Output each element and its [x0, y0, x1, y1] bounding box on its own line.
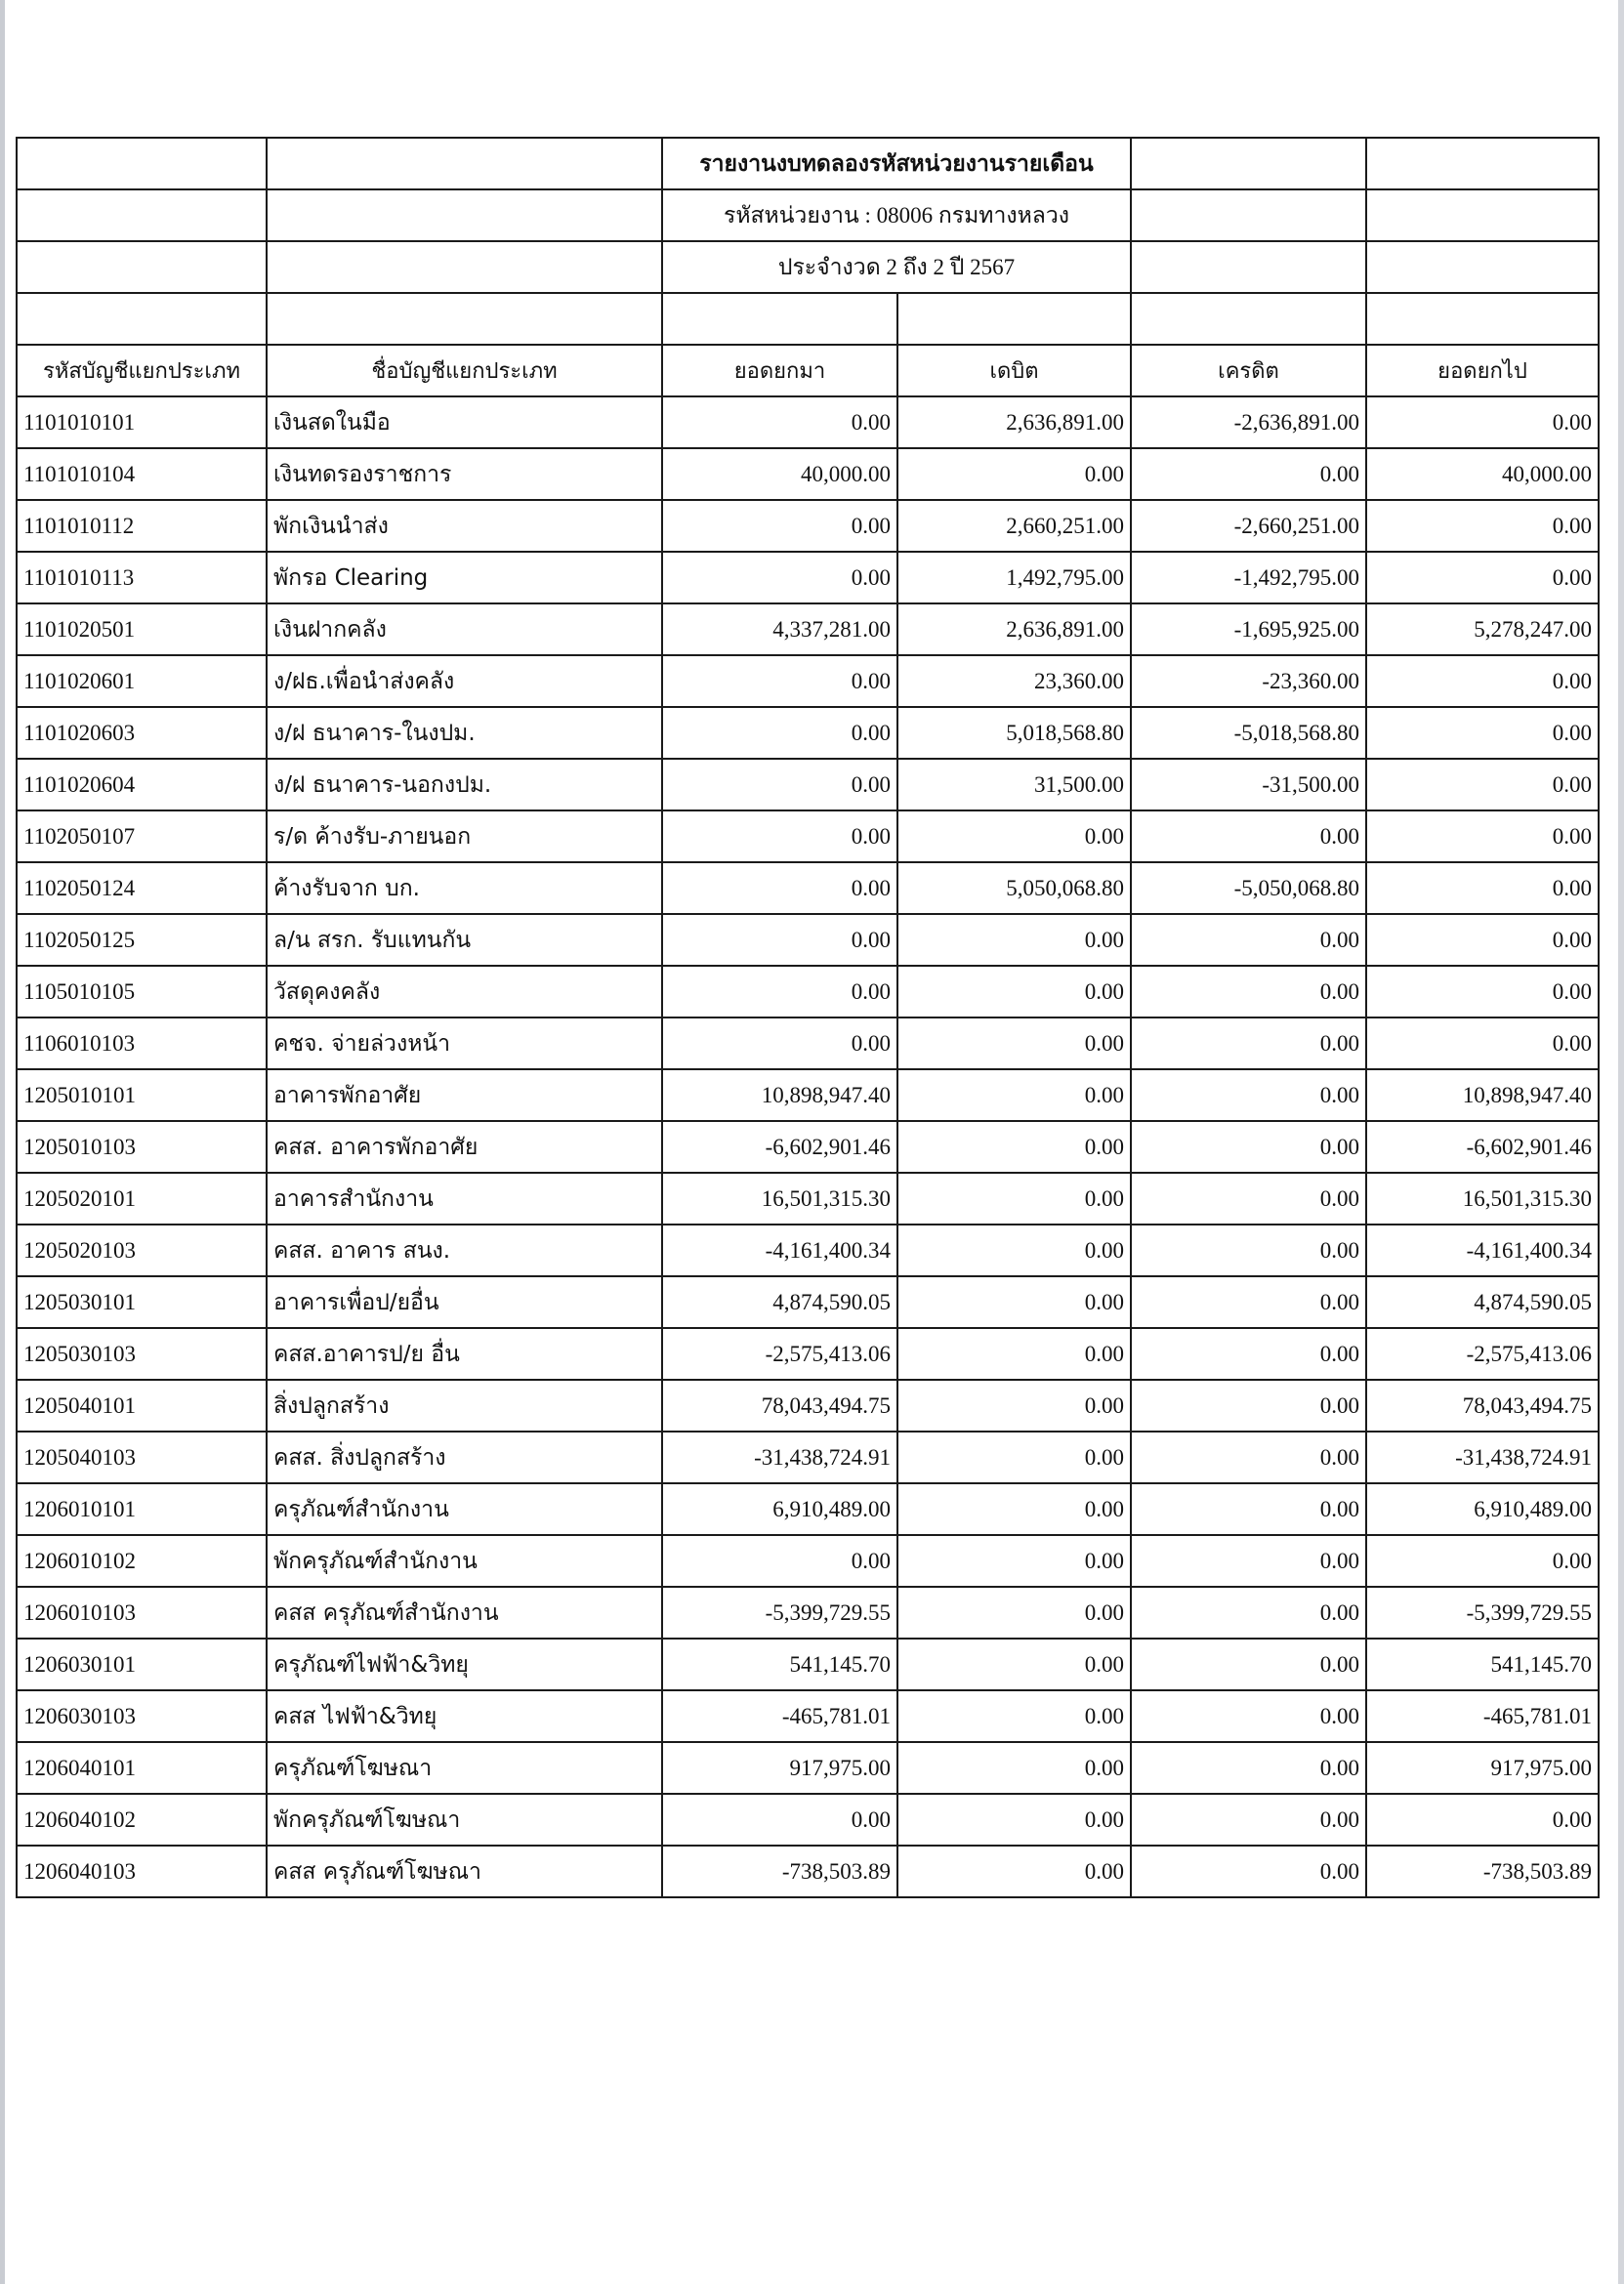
- table-row: [17, 1846, 1599, 1897]
- account-name-cell: ล/น สรก. รับแทนกัน: [267, 914, 662, 966]
- account-code-cell: 1206010101: [17, 1483, 267, 1535]
- account-code-cell: 1101010101: [17, 396, 267, 448]
- debit-cell: 0.00: [897, 1276, 1131, 1328]
- debit-cell: 0.00: [897, 1225, 1131, 1276]
- credit-cell: 0.00: [1131, 1846, 1366, 1897]
- account-code-cell: 1205040103: [17, 1432, 267, 1483]
- account-code-cell: 1206040101: [17, 1742, 267, 1794]
- account-code-cell: 1206010102: [17, 1535, 267, 1587]
- debit-cell: 1,492,795.00: [897, 552, 1131, 603]
- brought-forward-cell: 917,975.00: [662, 1742, 897, 1794]
- account-code-cell: 1205010103: [17, 1121, 267, 1173]
- account-name-cell: คสส. อาคารพักอาศัย: [267, 1121, 662, 1173]
- brought-forward-cell: 4,874,590.05: [662, 1276, 897, 1328]
- brought-forward-cell: 0.00: [662, 759, 897, 810]
- brought-forward-cell: -6,602,901.46: [662, 1121, 897, 1173]
- table-row: [17, 810, 1599, 862]
- account-name-cell: เงินทดรองราชการ: [267, 448, 662, 500]
- debit-cell: 0.00: [897, 1432, 1131, 1483]
- carried-forward-cell: 0.00: [1366, 1794, 1599, 1846]
- debit-cell: 0.00: [897, 1535, 1131, 1587]
- brought-forward-cell: 0.00: [662, 552, 897, 603]
- credit-cell: 0.00: [1131, 1380, 1366, 1432]
- table-row: [17, 396, 1599, 448]
- account-name-cell: ค้างรับจาก บก.: [267, 862, 662, 914]
- account-name-cell: คสส ไฟฟ้า&วิทยุ: [267, 1690, 662, 1742]
- credit-cell: 0.00: [1131, 1794, 1366, 1846]
- carried-forward-cell: -5,399,729.55: [1366, 1587, 1599, 1639]
- account-name-cell: ง/ฝธ.เพื่อนำส่งคลัง: [267, 655, 662, 707]
- debit-cell: 5,018,568.80: [897, 707, 1131, 759]
- page-edge-right: [1618, 0, 1624, 2284]
- brought-forward-cell: 0.00: [662, 810, 897, 862]
- account-name-cell: พักรอ Clearing: [267, 552, 662, 603]
- carried-forward-cell: 0.00: [1366, 966, 1599, 1017]
- brought-forward-cell: 40,000.00: [662, 448, 897, 500]
- account-code-cell: 1101010112: [17, 500, 267, 552]
- account-code-cell: 1101020603: [17, 707, 267, 759]
- debit-cell: 2,636,891.00: [897, 396, 1131, 448]
- debit-cell: 0.00: [897, 1483, 1131, 1535]
- account-code-cell: 1102050125: [17, 914, 267, 966]
- credit-cell: 0.00: [1131, 1328, 1366, 1380]
- carried-forward-cell: 0.00: [1366, 707, 1599, 759]
- table-row: [17, 759, 1599, 810]
- debit-cell: 0.00: [897, 1173, 1131, 1225]
- report-title-row: [17, 138, 1599, 189]
- debit-cell: 0.00: [897, 448, 1131, 500]
- unit-line: รหัสหน่วยงาน : 08006 กรมทางหลวง: [662, 189, 1131, 241]
- table-row: [17, 914, 1599, 966]
- table-row: [17, 603, 1599, 655]
- col-header-code: รหัสบัญชีแยกประเภท: [17, 345, 267, 396]
- account-name-cell: ครุภัณฑ์ไฟฟ้า&วิทยุ: [267, 1639, 662, 1690]
- table-row: [17, 1794, 1599, 1846]
- debit-cell: 0.00: [897, 1121, 1131, 1173]
- carried-forward-cell: -4,161,400.34: [1366, 1225, 1599, 1276]
- debit-cell: 5,050,068.80: [897, 862, 1131, 914]
- credit-cell: 0.00: [1131, 1173, 1366, 1225]
- account-name-cell: วัสดุคงคลัง: [267, 966, 662, 1017]
- credit-cell: 0.00: [1131, 448, 1366, 500]
- debit-cell: 0.00: [897, 1380, 1131, 1432]
- account-code-cell: 1206040103: [17, 1846, 267, 1897]
- table-row: [17, 1276, 1599, 1328]
- carried-forward-cell: -465,781.01: [1366, 1690, 1599, 1742]
- carried-forward-cell: 0.00: [1366, 552, 1599, 603]
- account-code-cell: 1106010103: [17, 1017, 267, 1069]
- account-code-cell: 1205020101: [17, 1173, 267, 1225]
- brought-forward-cell: -4,161,400.34: [662, 1225, 897, 1276]
- account-code-cell: 1205020103: [17, 1225, 267, 1276]
- brought-forward-cell: 78,043,494.75: [662, 1380, 897, 1432]
- credit-cell: -1,695,925.00: [1131, 603, 1366, 655]
- debit-cell: 2,636,891.00: [897, 603, 1131, 655]
- carried-forward-cell: -2,575,413.06: [1366, 1328, 1599, 1380]
- period-line: ประจำงวด 2 ถึง 2 ปี 2567: [662, 241, 1131, 293]
- account-code-cell: 1206030101: [17, 1639, 267, 1690]
- account-code-cell: 1206030103: [17, 1690, 267, 1742]
- brought-forward-cell: 0.00: [662, 1535, 897, 1587]
- carried-forward-cell: 0.00: [1366, 914, 1599, 966]
- debit-cell: 2,660,251.00: [897, 500, 1131, 552]
- account-code-cell: 1206040102: [17, 1794, 267, 1846]
- table-row: [17, 1483, 1599, 1535]
- account-name-cell: อาคารสำนักงาน: [267, 1173, 662, 1225]
- account-name-cell: เงินฝากคลัง: [267, 603, 662, 655]
- table-row: [17, 1328, 1599, 1380]
- credit-cell: 0.00: [1131, 1742, 1366, 1794]
- carried-forward-cell: 40,000.00: [1366, 448, 1599, 500]
- carried-forward-cell: 0.00: [1366, 810, 1599, 862]
- carried-forward-cell: 5,278,247.00: [1366, 603, 1599, 655]
- carried-forward-cell: 917,975.00: [1366, 1742, 1599, 1794]
- account-code-cell: 1205010101: [17, 1069, 267, 1121]
- debit-cell: 0.00: [897, 1017, 1131, 1069]
- debit-cell: 0.00: [897, 966, 1131, 1017]
- brought-forward-cell: 0.00: [662, 914, 897, 966]
- carried-forward-cell: -31,438,724.91: [1366, 1432, 1599, 1483]
- table-row: [17, 655, 1599, 707]
- brought-forward-cell: -738,503.89: [662, 1846, 897, 1897]
- debit-cell: 0.00: [897, 1742, 1131, 1794]
- account-code-cell: 1205030103: [17, 1328, 267, 1380]
- col-header-carried-forward: ยอดยกไป: [1366, 345, 1599, 396]
- table-row: [17, 1380, 1599, 1432]
- col-header-debit: เดบิต: [897, 345, 1131, 396]
- debit-cell: 0.00: [897, 1328, 1131, 1380]
- carried-forward-cell: 0.00: [1366, 1017, 1599, 1069]
- table-row: [17, 1690, 1599, 1742]
- col-header-credit: เครดิต: [1131, 345, 1366, 396]
- credit-cell: 0.00: [1131, 1639, 1366, 1690]
- page-edge-left: [0, 0, 5, 2284]
- carried-forward-cell: 0.00: [1366, 655, 1599, 707]
- carried-forward-cell: 6,910,489.00: [1366, 1483, 1599, 1535]
- account-code-cell: 1101020604: [17, 759, 267, 810]
- column-header-row: [17, 345, 1599, 396]
- trial-balance-table: [16, 137, 1600, 1898]
- carried-forward-cell: 0.00: [1366, 759, 1599, 810]
- blank-row: [17, 293, 1599, 345]
- credit-cell: -2,660,251.00: [1131, 500, 1366, 552]
- carried-forward-cell: -6,602,901.46: [1366, 1121, 1599, 1173]
- debit-cell: 0.00: [897, 1069, 1131, 1121]
- account-name-cell: คสส. สิ่งปลูกสร้าง: [267, 1432, 662, 1483]
- carried-forward-cell: -738,503.89: [1366, 1846, 1599, 1897]
- col-header-name: ชื่อบัญชีแยกประเภท: [267, 345, 662, 396]
- brought-forward-cell: 0.00: [662, 500, 897, 552]
- credit-cell: 0.00: [1131, 1069, 1366, 1121]
- account-code-cell: 1206010103: [17, 1587, 267, 1639]
- credit-cell: 0.00: [1131, 1587, 1366, 1639]
- table-row: [17, 966, 1599, 1017]
- account-code-cell: 1205040101: [17, 1380, 267, 1432]
- debit-cell: 0.00: [897, 914, 1131, 966]
- table-row: [17, 1587, 1599, 1639]
- account-code-cell: 1205030101: [17, 1276, 267, 1328]
- account-name-cell: เงินสดในมือ: [267, 396, 662, 448]
- carried-forward-cell: 0.00: [1366, 500, 1599, 552]
- account-name-cell: คสส.อาคารป/ย อื่น: [267, 1328, 662, 1380]
- credit-cell: -1,492,795.00: [1131, 552, 1366, 603]
- account-code-cell: 1102050124: [17, 862, 267, 914]
- table-row: [17, 862, 1599, 914]
- account-name-cell: สิ่งปลูกสร้าง: [267, 1380, 662, 1432]
- credit-cell: -5,018,568.80: [1131, 707, 1366, 759]
- account-name-cell: ง/ฝ ธนาคาร-ในงปม.: [267, 707, 662, 759]
- debit-cell: 0.00: [897, 810, 1131, 862]
- table-row: [17, 1069, 1599, 1121]
- carried-forward-cell: 0.00: [1366, 396, 1599, 448]
- credit-cell: -5,050,068.80: [1131, 862, 1366, 914]
- credit-cell: 0.00: [1131, 1121, 1366, 1173]
- credit-cell: 0.00: [1131, 1432, 1366, 1483]
- account-name-cell: คชจ. จ่ายล่วงหน้า: [267, 1017, 662, 1069]
- debit-cell: 31,500.00: [897, 759, 1131, 810]
- credit-cell: 0.00: [1131, 914, 1366, 966]
- brought-forward-cell: 541,145.70: [662, 1639, 897, 1690]
- account-name-cell: พักครุภัณฑ์สำนักงาน: [267, 1535, 662, 1587]
- brought-forward-cell: 16,501,315.30: [662, 1173, 897, 1225]
- credit-cell: 0.00: [1131, 966, 1366, 1017]
- carried-forward-cell: 10,898,947.40: [1366, 1069, 1599, 1121]
- brought-forward-cell: 0.00: [662, 1794, 897, 1846]
- brought-forward-cell: 10,898,947.40: [662, 1069, 897, 1121]
- table-row: [17, 1121, 1599, 1173]
- table-row: [17, 1017, 1599, 1069]
- brought-forward-cell: 0.00: [662, 1017, 897, 1069]
- unit-row: [17, 189, 1599, 241]
- credit-cell: -31,500.00: [1131, 759, 1366, 810]
- col-header-brought-forward: ยอดยกมา: [662, 345, 897, 396]
- brought-forward-cell: 0.00: [662, 862, 897, 914]
- account-code-cell: 1101020601: [17, 655, 267, 707]
- brought-forward-cell: 0.00: [662, 707, 897, 759]
- period-row: [17, 241, 1599, 293]
- account-name-cell: คสส. อาคาร สนง.: [267, 1225, 662, 1276]
- account-code-cell: 1101020501: [17, 603, 267, 655]
- brought-forward-cell: -465,781.01: [662, 1690, 897, 1742]
- carried-forward-cell: 0.00: [1366, 862, 1599, 914]
- account-code-cell: 1105010105: [17, 966, 267, 1017]
- account-name-cell: ง/ฝ ธนาคาร-นอกงปม.: [267, 759, 662, 810]
- account-name-cell: คสส ครุภัณฑ์โฆษณา: [267, 1846, 662, 1897]
- carried-forward-cell: 541,145.70: [1366, 1639, 1599, 1690]
- debit-cell: 0.00: [897, 1846, 1131, 1897]
- brought-forward-cell: 0.00: [662, 396, 897, 448]
- credit-cell: 0.00: [1131, 1225, 1366, 1276]
- credit-cell: 0.00: [1131, 810, 1366, 862]
- table-row: [17, 707, 1599, 759]
- carried-forward-cell: 16,501,315.30: [1366, 1173, 1599, 1225]
- debit-cell: 0.00: [897, 1794, 1131, 1846]
- report-title: รายงานงบทดลองรหัสหน่วยงานรายเดือน: [662, 138, 1131, 189]
- credit-cell: 0.00: [1131, 1690, 1366, 1742]
- table-row: [17, 1742, 1599, 1794]
- brought-forward-cell: 6,910,489.00: [662, 1483, 897, 1535]
- account-code-cell: 1101010113: [17, 552, 267, 603]
- credit-cell: 0.00: [1131, 1535, 1366, 1587]
- credit-cell: 0.00: [1131, 1017, 1366, 1069]
- account-name-cell: พักครุภัณฑ์โฆษณา: [267, 1794, 662, 1846]
- debit-cell: 0.00: [897, 1690, 1131, 1742]
- brought-forward-cell: -31,438,724.91: [662, 1432, 897, 1483]
- brought-forward-cell: 0.00: [662, 655, 897, 707]
- brought-forward-cell: -5,399,729.55: [662, 1587, 897, 1639]
- brought-forward-cell: 4,337,281.00: [662, 603, 897, 655]
- carried-forward-cell: 4,874,590.05: [1366, 1276, 1599, 1328]
- credit-cell: 0.00: [1131, 1483, 1366, 1535]
- debit-cell: 0.00: [897, 1639, 1131, 1690]
- account-code-cell: 1101010104: [17, 448, 267, 500]
- carried-forward-cell: 78,043,494.75: [1366, 1380, 1599, 1432]
- brought-forward-cell: -2,575,413.06: [662, 1328, 897, 1380]
- account-code-cell: 1102050107: [17, 810, 267, 862]
- account-name-cell: คสส ครุภัณฑ์สำนักงาน: [267, 1587, 662, 1639]
- account-name-cell: ครุภัณฑ์โฆษณา: [267, 1742, 662, 1794]
- credit-cell: 0.00: [1131, 1276, 1366, 1328]
- table-row: [17, 500, 1599, 552]
- debit-cell: 23,360.00: [897, 655, 1131, 707]
- table-row: [17, 448, 1599, 500]
- account-name-cell: พักเงินนำส่ง: [267, 500, 662, 552]
- table-row: [17, 1173, 1599, 1225]
- table-row: [17, 1432, 1599, 1483]
- table-row: [17, 1225, 1599, 1276]
- credit-cell: -23,360.00: [1131, 655, 1366, 707]
- account-name-cell: ร/ด ค้างรับ-ภายนอก: [267, 810, 662, 862]
- account-name-cell: อาคารเพื่อป/ยอื่น: [267, 1276, 662, 1328]
- account-name-cell: ครุภัณฑ์สำนักงาน: [267, 1483, 662, 1535]
- carried-forward-cell: 0.00: [1366, 1535, 1599, 1587]
- brought-forward-cell: 0.00: [662, 966, 897, 1017]
- credit-cell: -2,636,891.00: [1131, 396, 1366, 448]
- debit-cell: 0.00: [897, 1587, 1131, 1639]
- table-row: [17, 552, 1599, 603]
- account-name-cell: อาคารพักอาศัย: [267, 1069, 662, 1121]
- table-row: [17, 1639, 1599, 1690]
- table-row: [17, 1535, 1599, 1587]
